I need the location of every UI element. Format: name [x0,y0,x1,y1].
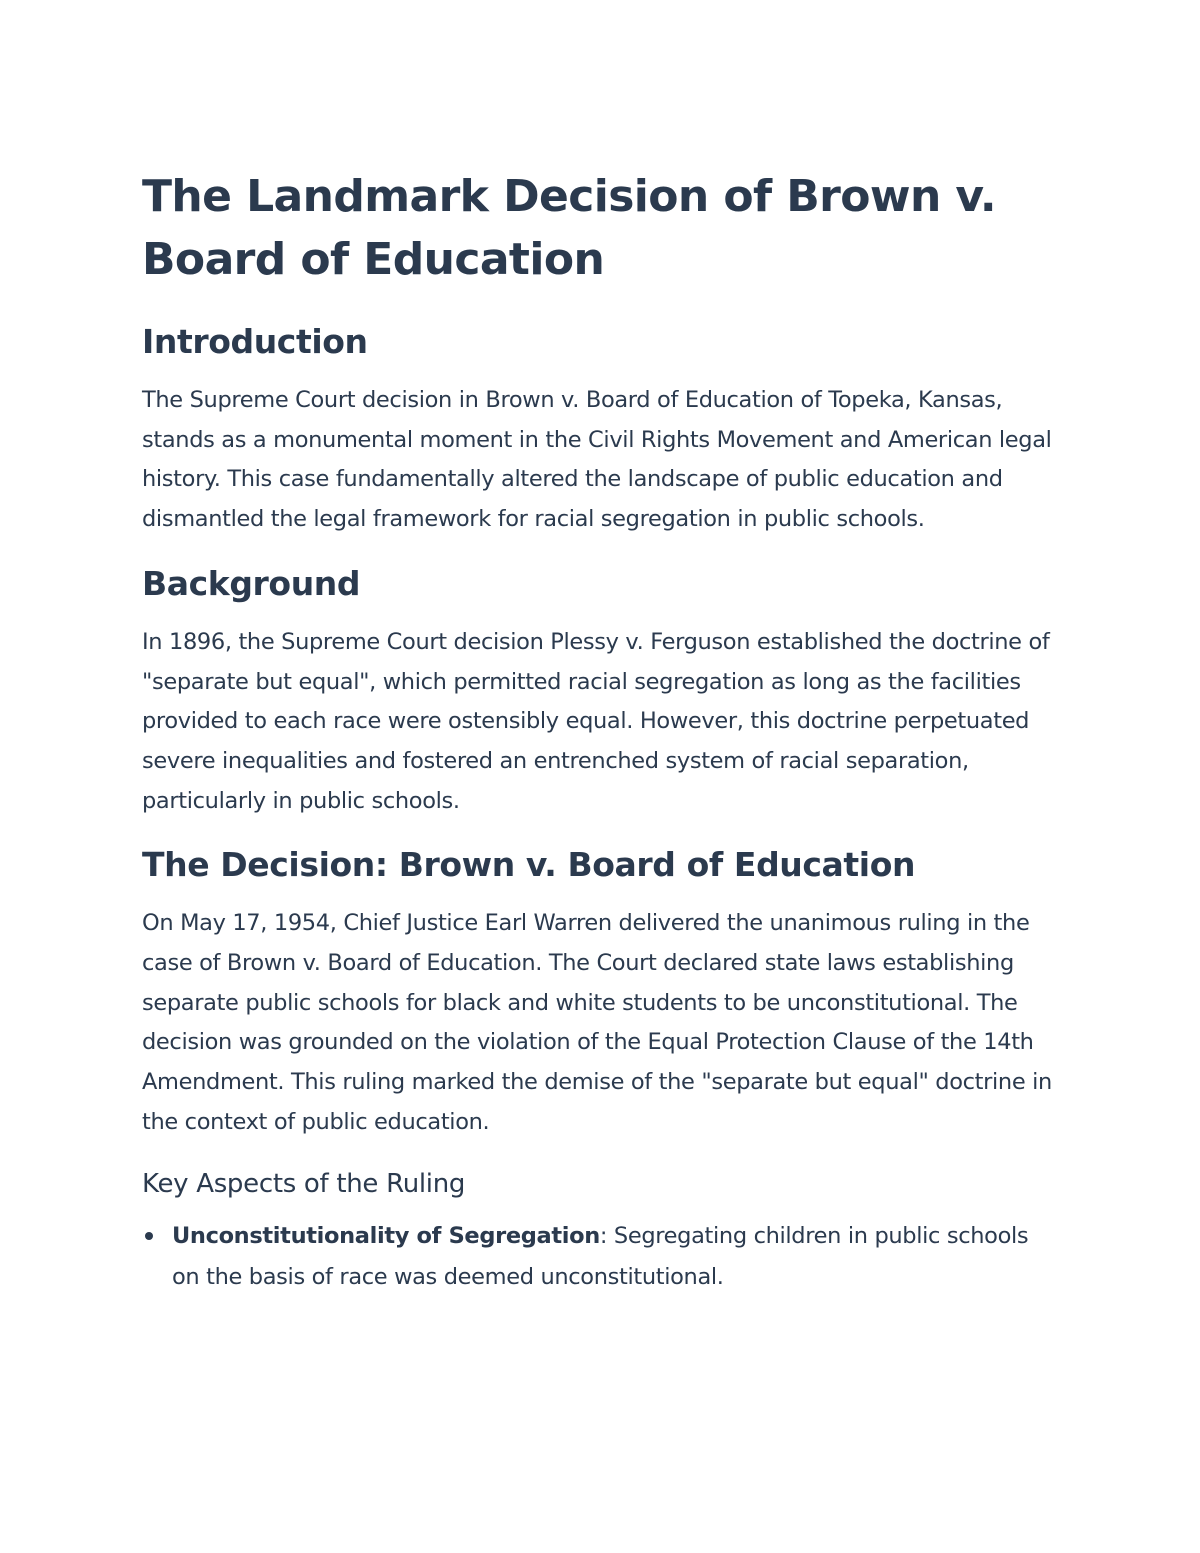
document-title: The Landmark Decision of Brown v. Board of Education [142,171,996,285]
section-paragraph-introduction: The Supreme Court decision in Brown v. Board of Education of Topeka, Kansas, stands as a monumental moment in the Civil Rights Movement and American legal history. This case fundamentally altered the landscape of public education and dismantled the legal framework for racial segregation in public schools. [142,387,1052,533]
list-item-text: : Segregating children in public schools on the basis of race was deemed unconstitutional. [172,1222,1029,1290]
list-item [142,1216,1062,1298]
key-aspects-list [142,1216,1062,1298]
subsection-heading-key-aspects: Key Aspects of the Ruling [142,1168,466,1199]
section-heading-decision: The Decision: Brown v. Board of Education [142,845,916,885]
bullet-icon [145,1232,153,1240]
list-item-term: Unconstitutionality of Segregation [172,1222,600,1249]
document-page [142,165,1062,1298]
section-paragraph-decision: On May 17, 1954, Chief Justice Earl Warren delivered the unanimous ruling in the case of Brown v. Board of Education. The Court declared state laws establishing separate public schools for black and white students to be unconstitutional. The decision was grounded on the violation of the Equal Protection Clause of the 14th Amendment. This ruling marked the demise of the "separate but equal" doctrine in the context of public education. [142,910,1052,1135]
section-heading-introduction: Introduction [142,322,368,361]
section-heading-background: Background [142,563,361,603]
section-paragraph-background: In 1896, the Supreme Court decision Plessy v. Ferguson established the doctrine of "separate but equal", which permitted racial segregation as long as the facilities provided to each race were ostensibly equal. However, this doctrine perpetuated severe inequalities and fostered an entrenched system of racial separation, particularly in public schools. [142,628,1050,814]
